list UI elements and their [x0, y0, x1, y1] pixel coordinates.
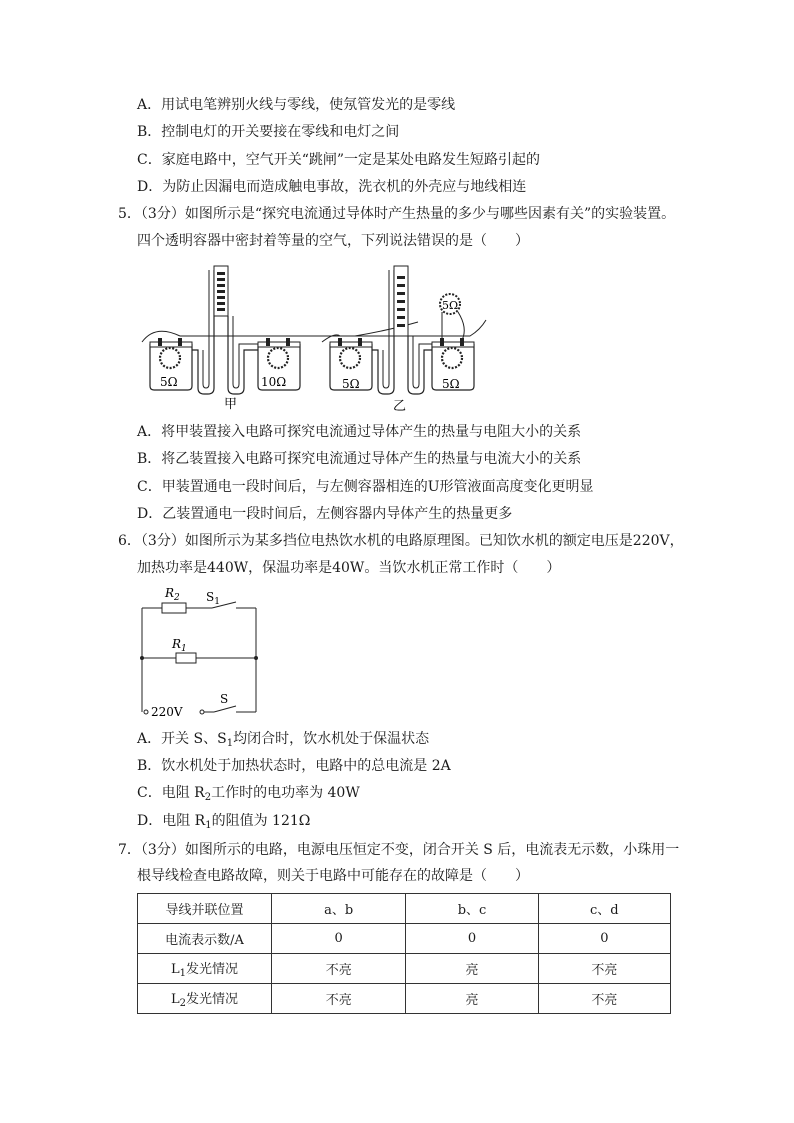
- q7-stem-line2: 根导线检查电路故障，则关于电路中可能存在的故障是（ ）: [137, 868, 529, 884]
- q4-option-a: A．用试电笔辨别火线与零线，使氖管发光的是零线: [137, 97, 456, 113]
- table-cell: 0: [538, 924, 670, 954]
- jia-left-resistance: 5Ω: [160, 375, 178, 389]
- q5-option-a: A．将甲装置接入电路可探究电流通过导体产生的热量与电阻大小的关系: [137, 424, 582, 440]
- r2-label: R: [165, 586, 175, 600]
- r2-resistor: [162, 603, 186, 613]
- table-cell: 导线并联位置: [138, 894, 272, 924]
- q5-option-b: B．将乙装置接入电路可探究电流通过导体产生的热量与电流大小的关系: [137, 451, 582, 467]
- q7-fault-table: [137, 893, 671, 1014]
- svg-text:R2: $R_2$: [165, 586, 180, 603]
- table-cell: a、b: [272, 894, 406, 924]
- table-cell: 不亮: [538, 954, 670, 984]
- yi-caption: 乙: [393, 399, 407, 414]
- table-cell: c、d: [538, 894, 670, 924]
- q7-stem-line1: 7．（3分）如图所示的电路，电源电压恒定不变，闭合开关 S 后，电流表无示数，小珠用一: [118, 842, 680, 858]
- q5-stem-line1: 5．（3分）如图所示是“探究电流通过导体时产生热量的多少与哪些因素有关”的实验装置。: [118, 206, 676, 222]
- s-label: S: [220, 692, 229, 706]
- table-cell: 0: [272, 924, 406, 954]
- yi-external-resistance: 5Ω: [442, 299, 459, 312]
- q4-option-b: B．控制电灯的开关要接在零线和电灯之间: [137, 124, 400, 140]
- q6-stem-line2: 加热功率是440W，保温功率是40W。当饮水机正常工作时（ ）: [137, 560, 561, 576]
- jia-right-resistance: 10Ω: [261, 375, 287, 389]
- q6-option-b: B．饮水机处于加热状态时，电路中的总电流是 2A: [137, 758, 451, 774]
- svg-text:S1: $S_1$: [206, 590, 220, 607]
- q6-option-a: A．开关 S、$S_1$均闭合时，饮水机处于保温状态: [137, 731, 430, 749]
- q4-option-c: C．家庭电路中，空气开关“跳闸”一定是某处电路发生短路引起的: [137, 152, 541, 168]
- r1-resistor: [176, 653, 196, 663]
- jia-caption: 甲: [224, 397, 238, 412]
- table-header-row: [138, 894, 671, 924]
- q5-option-c: C．甲装置通电一段时间后，与左侧容器相连的U形管液面高度变化更明显: [137, 479, 594, 495]
- table-cell: 电流表示数/A: [138, 924, 272, 954]
- r1-label: R: [172, 637, 182, 651]
- table-cell: 亮: [406, 954, 538, 984]
- table-cell: 0: [406, 924, 538, 954]
- svg-text:R1: $R_1$: [172, 637, 187, 654]
- q6-circuit-diagram: [136, 582, 266, 722]
- table-cell: 不亮: [538, 984, 670, 1014]
- s-switch: [214, 706, 236, 712]
- table-cell: b、c: [406, 894, 538, 924]
- s1-label: S: [206, 590, 215, 604]
- q6-option-d: D．电阻 $R_1$的阻值为 121Ω: [137, 813, 311, 831]
- q5-stem-line2: 四个透明容器中密封着等量的空气，下列说法错误的是（ ）: [137, 233, 529, 249]
- table-row: [138, 924, 671, 954]
- q5-figure: [140, 262, 490, 414]
- table-cell: 不亮: [272, 954, 406, 984]
- q4-option-d: D．为防止因漏电而造成触电事故，洗衣机的外壳应与地线相连: [137, 179, 527, 195]
- q6-option-c: C．电阻 $R_2$工作时的电功率为 40W: [137, 785, 360, 803]
- yi-right-resistance: 5Ω: [442, 377, 460, 391]
- table-cell: $L_2$发光情况: [138, 984, 272, 1014]
- table-row: [138, 984, 671, 1014]
- yi-left-resistance: 5Ω: [342, 377, 360, 391]
- q5-option-d: D．乙装置通电一段时间后，左侧容器内导体产生的热量更多: [137, 506, 513, 522]
- table-row: [138, 954, 671, 984]
- table-cell: 亮: [406, 984, 538, 1014]
- q6-stem-line1: 6．（3分）如图所示为某多挡位电热饮水机的电路原理图。已知饮水机的额定电压是220V，: [118, 533, 684, 549]
- supply-voltage-label: 220V: [151, 705, 183, 719]
- table-cell: 不亮: [272, 984, 406, 1014]
- table-cell: $L_1$发光情况: [138, 954, 272, 984]
